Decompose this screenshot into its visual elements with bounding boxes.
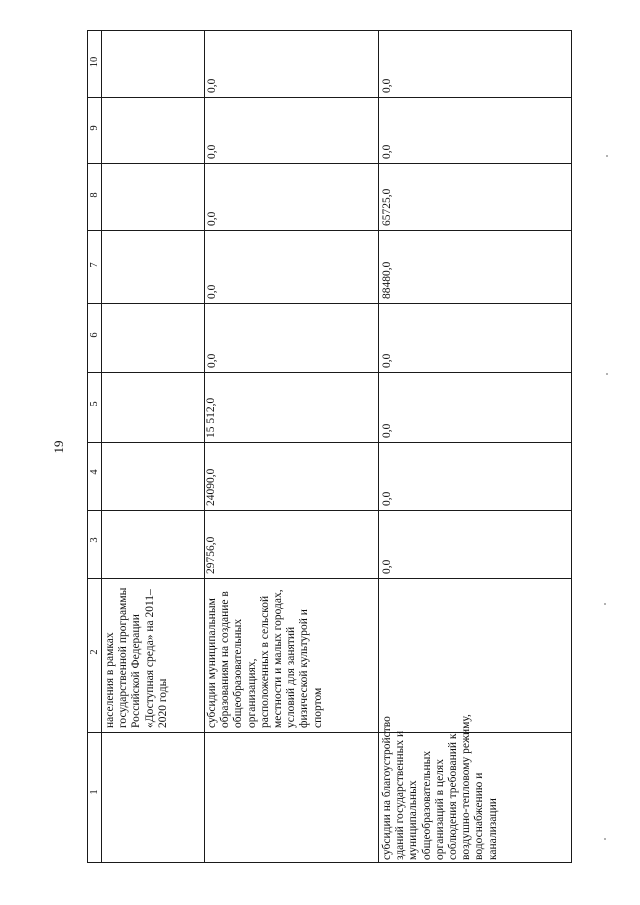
table-cell: 0,0: [381, 559, 393, 574]
column-number: 2: [89, 649, 100, 655]
scan-speck: [606, 155, 608, 157]
table-cell: 0,0: [381, 78, 393, 93]
table-line: [87, 30, 572, 31]
table-cell: 65725,0: [381, 188, 393, 226]
table-cell: 24090,0: [205, 468, 217, 506]
column-number: 4: [89, 469, 100, 475]
table-line: [87, 230, 572, 231]
table-line: [87, 303, 572, 304]
row-description: субсидии муниципальным образованиям на создание в общеобразовательных организациях, расположенных в сельской местности и малых городах, условий для занятий физической культурой и спортом: [206, 589, 324, 728]
row-description: населения в рамках государственной программы Российской Федерации «Доступная среда» на 2011–2020 годы: [104, 587, 169, 728]
table-cell: 0,0: [206, 78, 218, 93]
table-line: [87, 163, 572, 164]
column-number: 8: [89, 192, 100, 198]
table-cell: 29756,0: [205, 536, 217, 574]
table-line: [87, 372, 572, 373]
table-cell: 0,0: [381, 491, 393, 506]
table-line: [87, 862, 572, 863]
table-cell: 88480,0: [381, 261, 393, 299]
table-cell: 0,0: [381, 423, 393, 438]
column-number: 5: [89, 401, 100, 407]
page-number: 19: [51, 440, 66, 454]
table-line: [87, 510, 572, 511]
scan-speck: [604, 603, 606, 605]
row-description: субсидии на благоустройство зданий государственных и муниципальных общеобразовательных организаций в целях соблюдения требований к воздушно-тепловому режиму, водоснабжению и канализации: [381, 714, 499, 860]
table-line: [87, 97, 572, 98]
table-line: [571, 30, 572, 863]
table-line: [378, 30, 379, 863]
column-number: 7: [89, 262, 100, 268]
column-number: 10: [89, 56, 100, 68]
table-cell: 0,0: [206, 353, 218, 368]
table-cell: 15 512,0: [205, 397, 217, 438]
table-line: [101, 30, 102, 863]
column-number: 9: [89, 125, 100, 131]
table-line: [87, 442, 572, 443]
scan-speck: [606, 373, 608, 375]
table-cell: 0,0: [206, 144, 218, 159]
column-number: 6: [89, 332, 100, 338]
table-cell: 0,0: [206, 211, 218, 226]
scan-speck: [604, 838, 606, 840]
table-line: [87, 578, 572, 579]
table-line: [87, 30, 88, 863]
column-number: 1: [89, 789, 100, 795]
table-cell: 0,0: [206, 284, 218, 299]
table-cell: 0,0: [381, 144, 393, 159]
table-cell: 0,0: [381, 353, 393, 368]
column-number: 3: [89, 537, 100, 543]
